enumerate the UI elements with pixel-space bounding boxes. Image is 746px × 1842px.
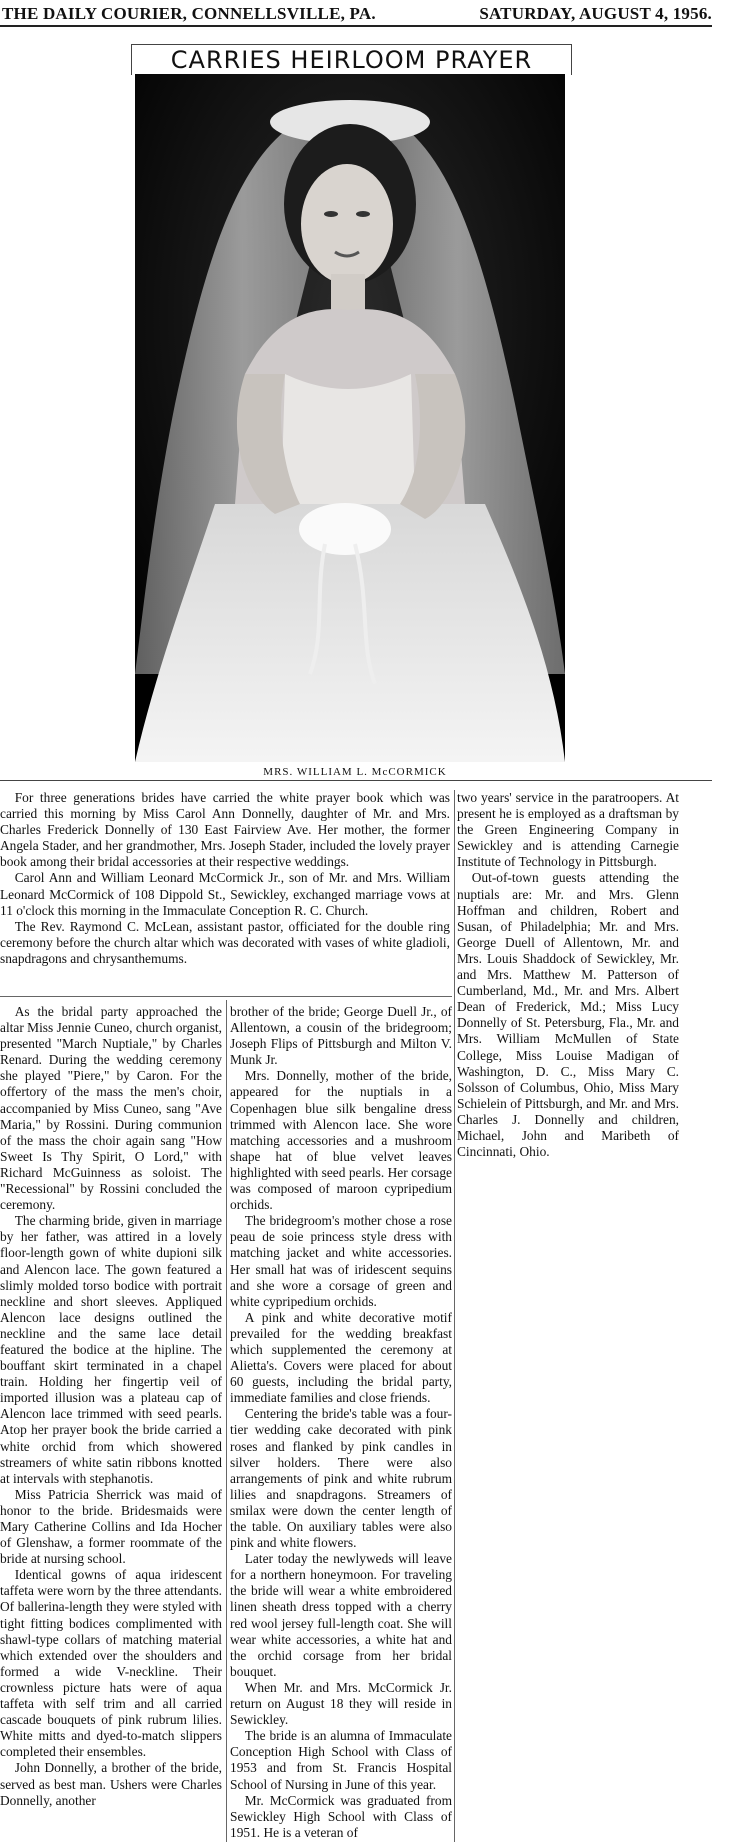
section-rule [0, 996, 452, 997]
masthead [2, 4, 712, 24]
masthead-rule [0, 25, 712, 27]
column-paragraph: Mr. McCormick was graduated from Sewickley High School with Class of 1951. He is a veteran of [230, 1792, 452, 1840]
column-paragraph: two years' service in the paratroopers. At present he is employed as a draftsman by the Green Engineering Company in Sewickley and is attending Carnegie Institute of Technology in Pittsburgh. [457, 790, 679, 870]
column-paragraph: The bride is an alumna of Immaculate Conception High School with Class of 1953 and from St. Francis Hospital School of Nursing in June of this year. [230, 1728, 452, 1792]
bride-portrait-photo [135, 74, 565, 762]
column-paragraph: Later today the newlyweds will leave for a northern honeymoon. For traveling the bride will wear a white embroidered linen sheath dress topped with a cherry red wool jersey full-length coat. She will wear white accessories, a white hat and the orchid corsage from her bridal bouquet. [230, 1551, 452, 1679]
column-paragraph: Identical gowns of aqua iridescent taffeta were worn by the three attendants. Of ballerina-length they were styled with tight fitting bodices complimented with shawl-type collars of matching material which extended over the shoulders and formed a wide V-neckline. Their crownless picture hats were of aqua taffeta with self trim and all carried cascade bouquets of pink rubrum lilies. White mitts and dyed-to-match slippers completed their ensembles. [0, 1567, 222, 1760]
column-divider [454, 790, 455, 1842]
article-column-3 [457, 790, 679, 1160]
column-paragraph: Centering the bride's table was a four-tier wedding cake decorated with pink roses and flanked by pink candles in silver holders. There were also arrangements of pink and white rubrum lilies and snapdragons. Streamers of smilax were down the center length of the table. On auxiliary tables were also pink and white flowers. [230, 1406, 452, 1551]
issue-date: SATURDAY, AUGUST 4, 1956. [479, 4, 712, 23]
column-paragraph: The bridegroom's mother chose a rose peau de soie princess style dress with matching jacket and white accessories. Her small hat was of iridescent sequins and she wore a corsage of green and white cypripedium orchids. [230, 1213, 452, 1309]
photo-caption: MRS. WILLIAM L. McCORMICK [263, 766, 447, 778]
newspaper-name: THE DAILY COURIER, CONNELLSVILLE, PA. [2, 4, 376, 23]
column-paragraph: A pink and white decorative motif prevailed for the wedding breakfast which supplemented the ceremony at Alietta's. Covers were placed for about 60 guests, including the bridal party, immediate families and close friends. [230, 1309, 452, 1406]
column-divider [226, 1000, 227, 1842]
column-paragraph: John Donnelly, a brother of the bride, served as best man. Ushers were Charles Donnelly, another [0, 1760, 222, 1808]
column-paragraph: The charming bride, given in marriage by her father, was attired in a lovely floor-length gown of white dupioni silk and Alencon lace. The gown featured a slimly molded torso bodice with portrait neckline and short sleeves. Appliqued Alencon lace designs outlined the neckline and the same lace detail featured the bodice at the hipline. The bouffant skirt terminated in a chapel train. Holding her fingertip veil of imported illusion was a plateau cap of Alencon lace trimmed with seed pearls. Atop her prayer book the bride carried a white orchid from which showered streamers of white satin ribbons knotted at intervals with stephanotis. [0, 1213, 222, 1486]
article-column-2 [230, 1004, 452, 1841]
column-paragraph: Out-of-town guests attending the nuptials are: Mr. and Mrs. Glenn Hoffman and children, Robert and Susan, of Philadelphia; Mr. and Mrs. George Duell of Allentown, Mr. and Mrs. Louis Shaddock of Sewickley, Mr. and Mrs. Matthew M. Patterson of Cumberland, Md., Mr. and Mrs. Albert Dean of Frederick, Md.; Miss Lucy Donnelly of St. Petersburg, Fla., Mr. and Mrs. William McMullen of State College, Miss Louise Madigan of Washington, D. C., Miss Mary C. Solsson of Columbus, Ohio, Miss Mary Schielein of Pittsburgh, and Mr. and Mrs. Charles J. Donnelly and children, Michael, John and Maribeth of Cincinnati, Ohio. [457, 870, 679, 1160]
headline: CARRIES HEIRLOOM PRAYER [131, 44, 572, 75]
column-paragraph: Miss Patricia Sherrick was maid of honor to the bride. Bridesmaids were Mary Catherine Collins and Ida Hocher of Glenshaw, a former roommate of the bride at nursing school. [0, 1486, 222, 1567]
column-paragraph: When Mr. and Mrs. McCormick Jr. return on August 18 they will reside in Sewickley. [230, 1679, 452, 1728]
article-column-1 [0, 1004, 222, 1809]
column-paragraph: Mrs. Donnelly, mother of the bride, appeared for the nuptials in a Copenhagen blue silk bengaline dress trimmed with Alencon lace. She wore matching accessories and a mushroom shape hat of blue velvet leaves highlighted with seed pearls. Her corsage was composed of maroon cypripedium orchids. [230, 1068, 452, 1213]
caption-rule [0, 780, 712, 781]
lead-paragraph: For three generations brides have carried the white prayer book which was carried this morning by Miss Carol Ann Donnelly, daughter of Mr. and Mrs. Charles Frederick Donnelly of 130 East Fairview Ave. Her mother, the former Angela Stader, and her grandmother, Mrs. Joseph Stader, included the lovely prayer book among their bridal accessories at their respective weddings. [0, 790, 450, 870]
lead-paragraph: The Rev. Raymond C. McLean, assistant pastor, officiated for the double ring ceremony before the church altar which was decorated with vases of white gladioli, snapdragons and chrysanthemums. [0, 918, 450, 966]
column-paragraph: As the bridal party approached the altar Miss Jennie Cuneo, church organist, presented "March Nuptiale," by Charles Renard. During the wedding ceremony she played "Piere," by Caron. For the offertory of the mass the men's choir, accompanied by Miss Cuneo, sang "Ave Maria," by Rossini. During communion of the mass the choir again sang "How Sweet Is Thy Spirit, O Lord," with Richard McGuinness as soloist. The "Recessional" by Rossini concluded the ceremony. [0, 1004, 222, 1213]
lead-paragraph: Carol Ann and William Leonard McCormick Jr., son of Mr. and Mrs. William Leonard McCormick of 108 Dippold St., Sewickley, exchanged marriage vows at 11 o'clock this morning in the Immaculate Conception R. C. Church. [0, 870, 450, 918]
column-paragraph: brother of the bride; George Duell Jr., of Allentown, a cousin of the bridegroom; Joseph Flips of Pittsburgh and Milton V. Munk Jr. [230, 1004, 452, 1068]
article-lead [0, 790, 450, 967]
